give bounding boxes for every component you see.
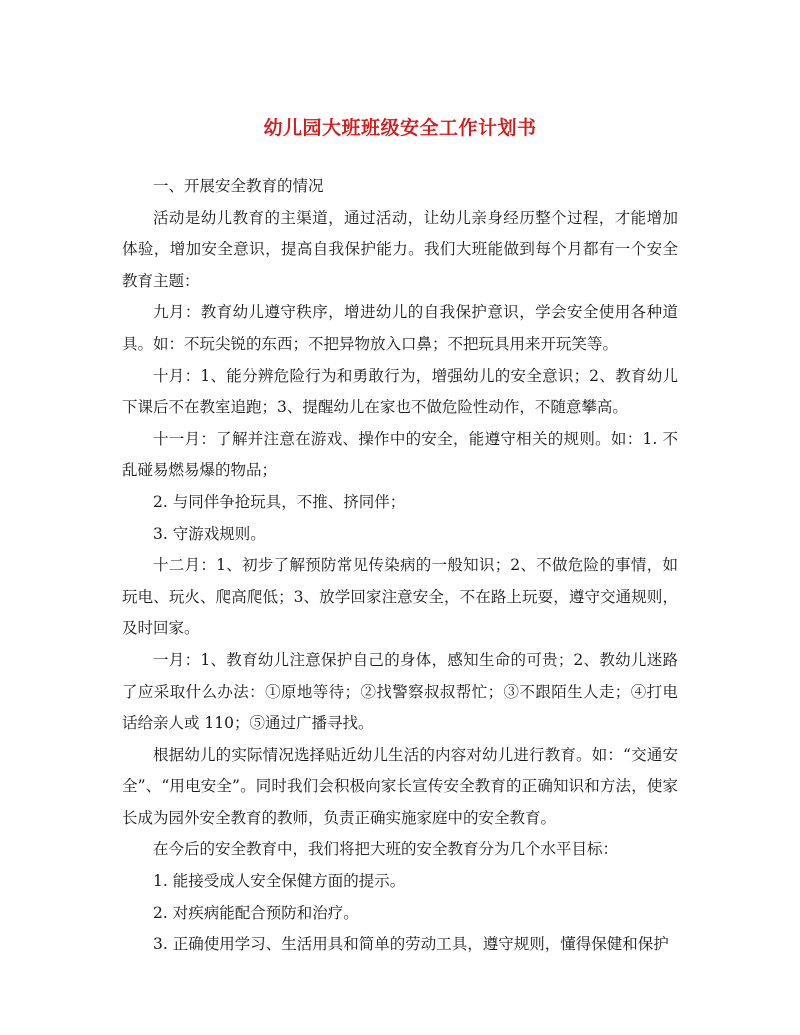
goal-item-1: 1. 能接受成人安全保健方面的提示。	[153, 872, 406, 891]
paragraph-january: 一月：1、教育幼儿注意保护自己的身体，感知生命的可贵；2、教幼儿迷路了应采取什么办法：①原地等待；②找警察叔叔帮忙；③不跟陌生人走；④打电话给亲人或 110；⑤通过广播寻找。	[122, 650, 678, 733]
paragraph-real-situation: 根据幼儿的实际情况选择贴近幼儿生活的内容对幼儿进行教育。如：“交通安全”、“用电安全”。同时我们会积极向家长宣传安全教育的正确知识和方法，使家长成为园外安全教育的教师，负责正确实施家庭中的安全教育。	[122, 745, 678, 827]
paragraph-intro: 活动是幼儿教育的主渠道，通过活动，让幼儿亲身经历整个过程，才能增加体验，增加安全意识，提高自我保护能力。我们大班能做到每个月都有一个安全教育主题：	[122, 208, 678, 290]
section-heading: 一、开展安全教育的情况	[153, 177, 324, 195]
paragraph-october: 十月：1、能分辨危险行为和勇敢行为，增强幼儿的安全意识；2、教育幼儿下课后不在教室追跑；3、提醒幼儿在家也不做危险性动作，不随意攀高。	[122, 366, 678, 417]
document-body	[122, 171, 678, 961]
paragraph-december: 十二月：1、初步了解预防常见传染病的一般知识；2、不做危险的事情，如玩电、玩火、爬高爬低；3、放学回家注意安全，不在路上玩耍，遵守交通规则，及时回家。	[122, 556, 678, 638]
paragraph-november-item-2: 2. 与同伴争抢玩具，不推、挤同伴；	[153, 492, 406, 511]
goal-item-2: 2. 对疾病能配合预防和治疗。	[153, 903, 359, 922]
paragraph-september: 九月：教育幼儿遵守秩序，增进幼儿的自我保护意识，学会安全使用各种道具。如：不玩尖锐的东西；不把异物放入口鼻；不把玩具用来开玩笑等。	[122, 303, 678, 353]
paragraph-november: 十一月：了解并注意在游戏、操作中的安全，能遵守相关的规则。如：1. 不乱碰易燃易爆的物品；	[122, 429, 678, 480]
paragraph-november-item-3: 3. 守游戏规则。	[153, 524, 266, 543]
goal-item-3: 3. 正确使用学习、生活用具和简单的劳动工具，遵守规则，懂得保健和保护	[153, 935, 669, 954]
paragraph-goals-intro: 在今后的安全教育中，我们将把大班的安全教育分为几个水平目标：	[153, 840, 619, 859]
document-title: 幼儿园大班班级安全工作计划书	[263, 117, 537, 139]
